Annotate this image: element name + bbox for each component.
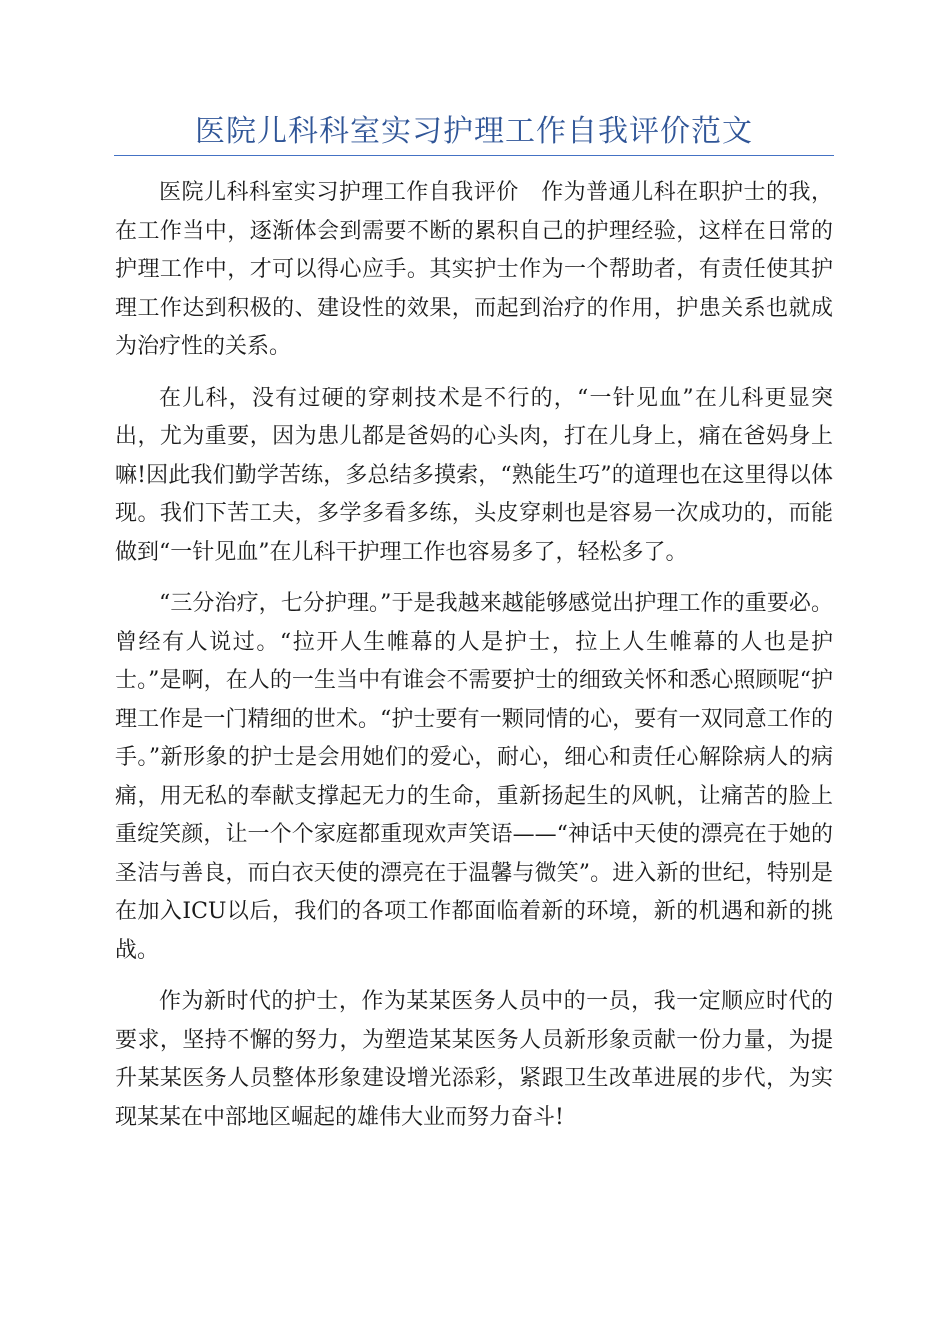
paragraph-1: 医院儿科科室实习护理工作自我评价 作为普通儿科在职护士的我，在工作当中，逐渐体会到需要不断的累积自己的护理经验，这样在日常的护理工作中，才可以得心应手。其实护士作为一个帮助者，有责任使其护理工作达到积极的、建设性的效果，而起到治疗的作用，护患关系也就成为治疗性的关系。 <box>115 180 833 359</box>
paragraph-2: 在儿科，没有过硬的穿刺技术是不行的，“一针见血”在儿科更显突出，尤为重要，因为患儿都是爸妈的心头肉，打在儿身上，痛在爸妈身上嘛!因此我们勤学苦练，多总结多摸索，“熟能生巧”的道理也在这里得以体现。我们下苦工夫，多学多看多练，头皮穿刺也是容易一次成功的，而能做到“一针见血”在儿科干护理工作也容易多了，轻松多了。 <box>115 385 833 565</box>
paragraph-4: 作为新时代的护士，作为某某医务人员中的一员，我一定顺应时代的要求，坚持不懈的努力，为塑造某某医务人员新形象贡献一份力量，为提升某某医务人员整体形象建设增光添彩，紧跟卫生改革进展的步代，为实现某某在中部地区崛起的雄伟大业而努力奋斗! <box>115 989 833 1130</box>
title-underline <box>114 155 834 156</box>
paragraph-3: “三分治疗，七分护理。”于是我越来越能够感觉出护理工作的重要必。曾经有人说过。“拉开人生帷幕的人是护士，拉上人生帷幕的人也是护士。”是啊，在人的一生当中有谁会不需要护士的细致关怀和悉心照顾呢“护理工作是一门精细的世术。“护士要有一颗同情的心，要有一双同意工作的手。”新形象的护士是会用她们的爱心，耐心，细心和责任心解除病人的病痛，用无私的奉献支撑起无力的生命，重新扬起生的风帆，让痛苦的脸上重绽笑颜，让一个个家庭都重现欢声笑语——“神话中天使的漂亮在于她的圣洁与善良，而白衣天使的漂亮在于温馨与微笑”。进入新的世纪，特别是在加入ICU以后，我们的各项工作都面临着新的环境，新的机遇和新的挑战。 <box>115 591 833 963</box>
document-title: 医院儿科科室实习护理工作自我评价范文 <box>195 114 753 149</box>
document-body <box>115 174 833 1150</box>
